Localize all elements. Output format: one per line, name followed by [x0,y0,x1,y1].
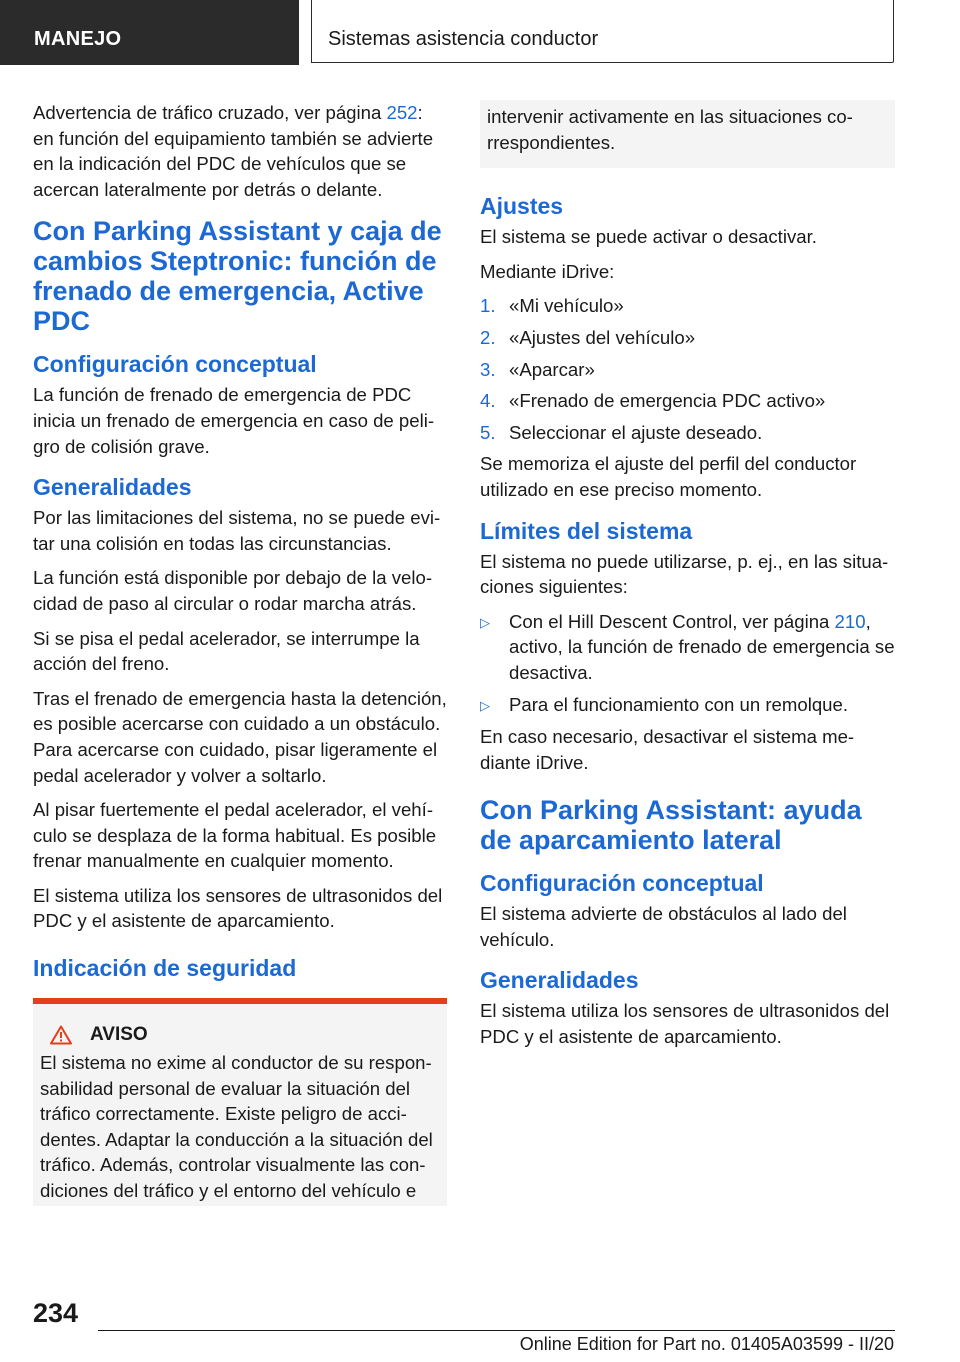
step-text: «Frenado de emergencia PDC activo» [509,390,826,412]
settings-steps-list [480,293,895,445]
concept-paragraph: El sistema advierte de obstáculos al lado del vehículo. [480,903,847,950]
general-paragraph: El sistema utiliza los sensores de ultrasonidos del PDC y el asistente de aparcamiento. [33,884,443,932]
step-number: 4. [480,390,496,412]
triangle-right-icon: ▷ [480,697,490,713]
subheading-general: Generalidades [33,474,192,501]
step-number: 1. [480,295,496,317]
step-text: Seleccionar el ajuste deseado. [509,421,763,443]
concept-paragraph: La función de frenado de emergencia de PDC inicia un frenado de emergencia en caso de peligro de colisión grave. [33,384,435,457]
list-item [480,420,895,446]
warning-box-continued [480,100,895,168]
subheading-settings: Ajustes [480,193,564,220]
general-paragraph: Tras el frenado de emergencia hasta la detención, es posible acercarse con cuidado a un obstáculo. Para acercarse con cuidado, pisar ligeramente el pedal acelerador y volver a soltarlo. [33,687,447,786]
right-column [480,100,895,1059]
page-link-252[interactable]: 252 [386,102,418,123]
settings-paragraph: Se memoriza el ajuste del perfil del conductor utilizado en ese preciso momento. [480,453,857,500]
list-item [480,293,895,319]
limits-list [480,609,895,718]
intro-paragraph: Advertencia de tráfico cruzado, ver página 252: en función del equipamiento también se advierte en la indicación del PDC de vehículos que se acercan lateralmente por detrás o delante. [33,102,434,200]
header-section-label: MANEJO [34,28,122,50]
warning-box [33,998,447,1206]
footer-divider [98,1330,895,1331]
general-paragraph: La función está disponible por debajo de la velocidad de paso al circular o rodar marcha atrás. [33,567,433,614]
subheading-concept: Configuración conceptual [480,870,764,897]
header-chapter-label: Sistemas asistencia conductor [328,28,599,50]
subheading-limits: Límites del sistema [480,517,693,544]
list-item: ▷ Con el Hill Descent Control, ver página 210, activo, la función de frenado de emergencia se desactiva. [480,609,895,686]
step-text: «Aparcar» [509,358,595,380]
step-number: 2. [480,326,496,348]
general-paragraph: El sistema utiliza los sensores de ultrasonidos del PDC y el asistente de aparcamiento. [480,1000,890,1048]
general-paragraph: Al pisar fuertemente el pedal acelerador, el vehículo se desplaza de la forma habitual. Es posible frenar manualmente en cualquier momento. [33,799,437,872]
step-text: «Mi vehículo» [509,295,624,317]
step-text: «Ajustes del vehículo» [509,326,696,348]
settings-paragraph: El sistema se puede activar o desactivar. [480,226,817,248]
step-number: 5. [480,421,496,443]
list-item: ▷ Para el funcionamiento con un remolque. [480,692,895,719]
header-section-tab [0,0,299,65]
warning-text: El sistema no exime al conductor de su responsabilidad personal de evaluar la situación del tráfico correctamente. Existe peligro de accidentes. Adaptar la conducción a la situación del tráfico. Además, controlar visualmente las condiciones del tráfico y el entorno del vehículo e [40,1052,433,1202]
subheading-concept: Configuración conceptual [33,351,317,378]
general-paragraph: Por las limitaciones del sistema, no se puede evitar una colisión en todas las circunstancias. [33,507,441,554]
page-link-210[interactable]: 210 [834,610,866,632]
header-chapter-tab [311,0,894,63]
subheading-general: Generalidades [480,967,639,994]
warning-title-row [40,1024,447,1046]
list-item [480,357,895,383]
section-heading-side-parking: Con Parking Assistant: ayuda de aparcamiento lateral [480,795,862,856]
warning-title: AVISO [90,1024,148,1046]
warning-triangle-icon [50,1025,72,1045]
settings-paragraph: Mediante iDrive: [480,260,615,282]
left-column [33,100,447,1206]
warning-text-continued: intervenir activamente en las situaciones correspondientes. [487,106,853,153]
limits-paragraph: El sistema no puede utilizarse, p. ej., en las situaciones siguientes: [480,550,889,598]
step-number: 3. [480,358,496,380]
page-number: 234 [33,1298,79,1328]
list-item [480,388,895,414]
triangle-right-icon: ▷ [480,614,490,630]
general-paragraph: Si se pisa el pedal acelerador, se interrumpe la acción del freno. [33,627,420,675]
subheading-safety: Indicación de seguridad [33,955,297,982]
section-heading-emergency-braking: Con Parking Assistant y caja de cambios Steptronic: función de frenado de emergencia, Active PDC [33,216,442,337]
list-item [480,325,895,351]
limits-paragraph: En caso necesario, desactivar el sistema mediante iDrive. [480,726,855,773]
footer-edition: Online Edition for Part no. 01405A03599 - II/20 [519,1334,894,1354]
